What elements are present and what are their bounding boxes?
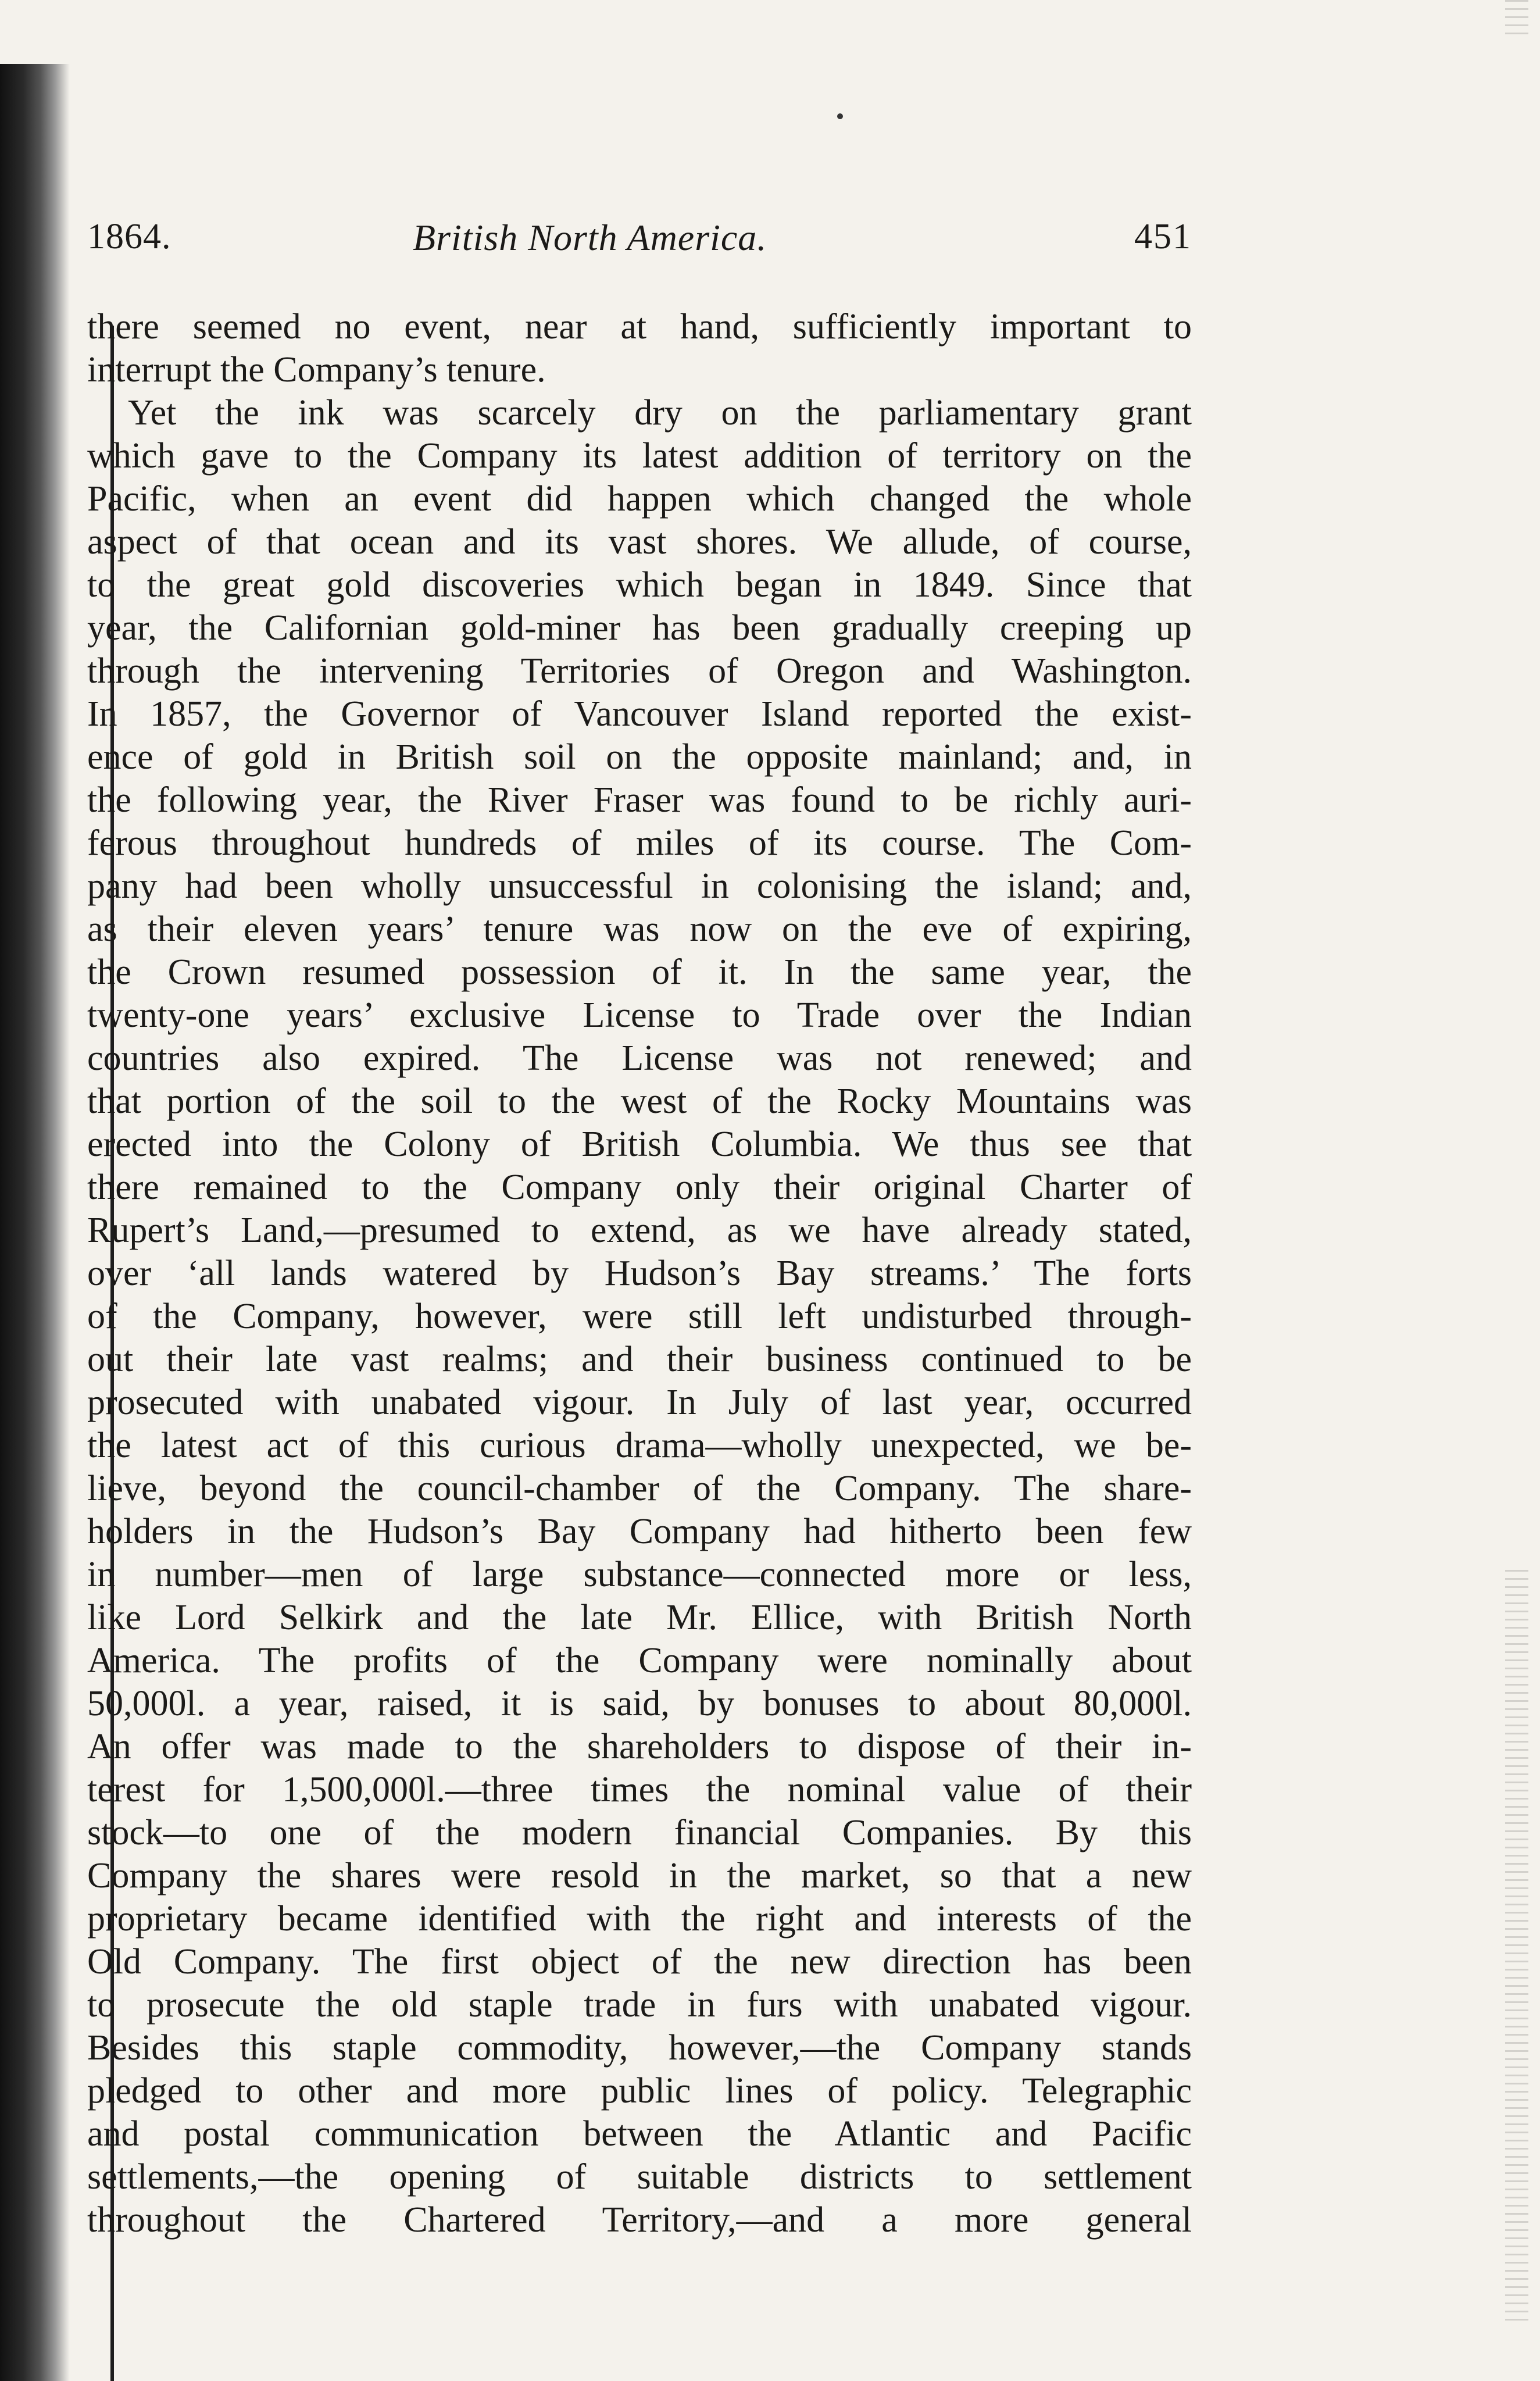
text-line: countries also expired. The License was not renewed; and	[87, 1038, 1192, 1078]
text-line: interrupt the Company’s tenure.	[87, 350, 546, 390]
text-line: stock—to one of the modern financial Companies. By this	[87, 1813, 1192, 1852]
text-line: aspect of that ocean and its vast shores. We allude, of course,	[87, 522, 1192, 562]
text-line: to the great gold discoveries which began in 1849. Since that	[87, 565, 1192, 605]
text-line: Pacific, when an event did happen which changed the whole	[87, 479, 1192, 519]
scan-edge-noise	[1505, 1570, 1528, 2326]
text-line: the latest act of this curious drama—wholly unexpected, we be-	[87, 1426, 1192, 1465]
text-line: out their late vast realms; and their business continued to be	[87, 1340, 1192, 1379]
binding-shadow	[0, 64, 70, 2381]
text-line: twenty-one years’ exclusive License to Trade over the Indian	[87, 995, 1192, 1035]
running-head	[87, 216, 1192, 269]
text-line: there seemed no event, near at hand, sufficiently important to	[87, 307, 1192, 347]
text-line: and postal communication between the Atlantic and Pacific	[87, 2114, 1192, 2154]
text-line: to prosecute the old staple trade in furs with unabated vigour.	[87, 1985, 1192, 2025]
text-line: the Crown resumed possession of it. In the same year, the	[87, 952, 1192, 992]
ink-speck	[837, 113, 843, 119]
text-line: America. The profits of the Company were nominally about	[87, 1641, 1192, 1680]
text-line: terest for 1,500,000l.—three times the nominal value of their	[87, 1770, 1192, 1809]
text-line: proprietary became identified with the right and interests of the	[87, 1899, 1192, 1939]
text-line: which gave to the Company its latest addition of territory on the	[87, 436, 1192, 476]
text-line: of the Company, however, were still left undisturbed through-	[87, 1297, 1192, 1336]
text-line: settlements,—the opening of suitable districts to settlement	[87, 2157, 1192, 2197]
scan-edge-noise	[1505, 0, 1528, 41]
text-line: over ‘all lands watered by Hudson’s Bay streams.’ The forts	[87, 1254, 1192, 1293]
text-line: Besides this staple commodity, however,—the Company stands	[87, 2028, 1192, 2068]
text-line: pledged to other and more public lines of policy. Telegraphic	[87, 2071, 1192, 2111]
text-line: in number—men of large substance—connected more or less,	[87, 1555, 1192, 1594]
text-line: Yet the ink was scarcely dry on the parliamentary grant	[128, 393, 1192, 433]
body-text	[87, 305, 1192, 2241]
text-line: pany had been wholly unsuccessful in colonising the island; and,	[87, 866, 1192, 906]
text-line: the following year, the River Fraser was found to be richly auri-	[87, 780, 1192, 820]
text-line: holders in the Hudson’s Bay Company had hitherto been few	[87, 1512, 1192, 1551]
text-line: like Lord Selkirk and the late Mr. Ellice, with British North	[87, 1598, 1192, 1637]
text-line: there remained to the Company only their original Charter of	[87, 1168, 1192, 1207]
text-line: Old Company. The first object of the new direction has been	[87, 1942, 1192, 1982]
text-line: as their eleven years’ tenure was now on the eve of expiring,	[87, 909, 1192, 949]
text-line: Company the shares were resold in the market, so that a new	[87, 1856, 1192, 1895]
text-line: prosecuted with unabated vigour. In July of last year, occurred	[87, 1383, 1192, 1422]
text-line: through the intervening Territories of Oregon and Washington.	[87, 651, 1192, 691]
text-line: In 1857, the Governor of Vancouver Island reported the exist-	[87, 694, 1192, 734]
text-line: ferous throughout hundreds of miles of its course. The Com-	[87, 823, 1192, 863]
running-head-title: British North America.	[413, 217, 767, 258]
text-line: An offer was made to the shareholders to dispose of their in-	[87, 1727, 1192, 1766]
text-line: erected into the Colony of British Columbia. We thus see that	[87, 1125, 1192, 1164]
page-number: 451	[1134, 217, 1192, 256]
text-line: that portion of the soil to the west of the Rocky Mountains was	[87, 1081, 1192, 1121]
text-line: Rupert’s Land,—presumed to extend, as we have already stated,	[87, 1211, 1192, 1250]
text-line: year, the Californian gold-miner has been gradually creeping up	[87, 608, 1192, 648]
running-head-year: 1864.	[87, 217, 171, 256]
text-line: throughout the Chartered Territory,—and a more general	[87, 2200, 1192, 2240]
text-line: ence of gold in British soil on the opposite mainland; and, in	[87, 737, 1192, 777]
text-line: 50,000l. a year, raised, it is said, by bonuses to about 80,000l.	[87, 1684, 1192, 1723]
text-line: lieve, beyond the council-chamber of the Company. The share-	[87, 1469, 1192, 1508]
